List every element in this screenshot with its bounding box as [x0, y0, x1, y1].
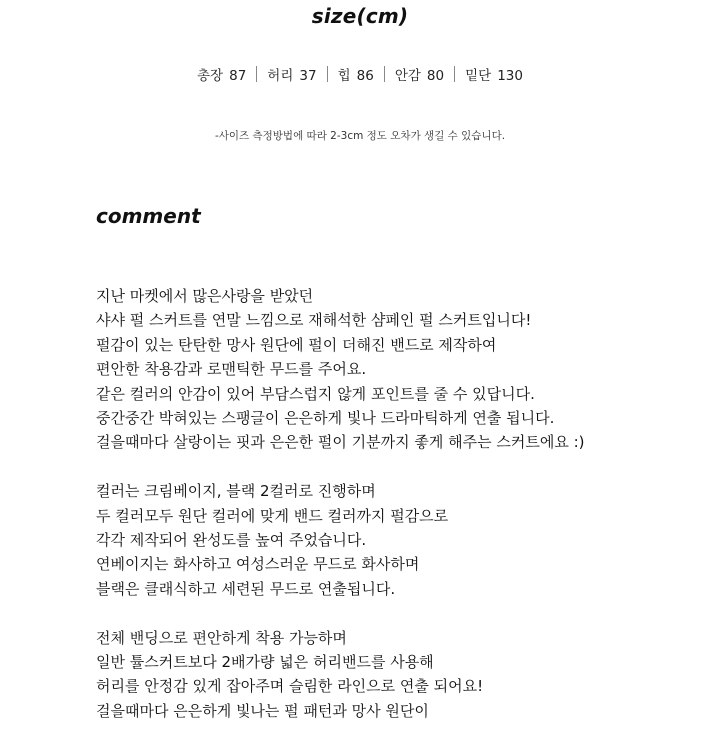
size-value: 87 [229, 68, 247, 84]
size-value: 130 [497, 68, 523, 84]
size-heading: size(cm) [311, 4, 409, 28]
comment-line: 샤샤 펄 스커트를 연말 느낌으로 재해석한 샴페인 펄 스커트입니다! [96, 311, 532, 330]
size-value: 86 [356, 68, 374, 84]
comment-heading: comment [96, 204, 201, 228]
size-value: 37 [299, 68, 317, 84]
comment-line: 각각 제작되어 완성도를 높여 주었습니다. [96, 531, 367, 550]
comment-line: 두 컬러모두 원단 컬러에 맞게 밴드 컬러까지 펄감으로 [96, 506, 449, 525]
size-item-waist [257, 64, 326, 84]
comment-line: 전체 밴딩으로 편안하게 착용 가능하며 [96, 628, 347, 647]
comment-line: 같은 컬러의 안감이 있어 부담스럽지 않게 포인트를 줄 수 있답니다. [96, 384, 535, 403]
comment-paragraph [96, 284, 696, 455]
size-label: 밑단 [465, 68, 492, 84]
comment-body [96, 284, 696, 748]
comment-line: 걸을때마다 은은하게 빛나는 펄 패턴과 망사 원단이 [96, 701, 429, 720]
size-label: 허리 [267, 68, 294, 84]
size-label: 힙 [337, 68, 351, 84]
size-label: 안감 [394, 68, 421, 84]
comment-paragraph [96, 479, 696, 601]
comment-line: 블랙은 클래식하고 세련된 무드로 연출됩니다. [96, 579, 396, 598]
size-item-length [187, 64, 256, 84]
comment-line: 일반 튤스커트보다 2배가량 넓은 허리밴드를 사용해 [96, 653, 434, 672]
size-label: 총장 [197, 68, 224, 84]
comment-line: 허리를 안정감 있게 잡아주며 슬림한 라인으로 연출 되어요! [96, 677, 484, 696]
comment-line: 지난 마켓에서 많은사랑을 받았던 [96, 287, 314, 305]
comment-line: 펄감이 있는 탄탄한 망사 원단에 펄이 더해진 밴드로 제작하여 [96, 335, 497, 354]
comment-line: 편안한 착용감과 로맨틱한 무드를 주어요. [96, 360, 367, 379]
comment-line: 컬러는 크림베이지, 블랙 2컬러로 진행하며 [96, 482, 376, 501]
comment-line: 연베이지는 화사하고 여성스러운 무드로 화사하며 [96, 555, 420, 574]
comment-paragraph [96, 626, 696, 724]
comment-line: 중간중간 박혀있는 스팽글이 은은하게 빛나 드라마틱하게 연출 됩니다. [96, 409, 555, 428]
size-item-lining [385, 64, 454, 84]
size-value: 80 [426, 68, 445, 84]
size-item-hem [455, 64, 533, 84]
comment-line: 걸을때마다 살랑이는 핏과 은은한 펄이 기분까지 좋게 해주는 스커트에요 :) [96, 433, 585, 452]
size-measurements [0, 64, 720, 84]
size-note: -사이즈 측정방법에 따라 2-3cm 정도 오차가 생길 수 있습니다. [214, 130, 506, 142]
size-item-hip [328, 64, 384, 84]
